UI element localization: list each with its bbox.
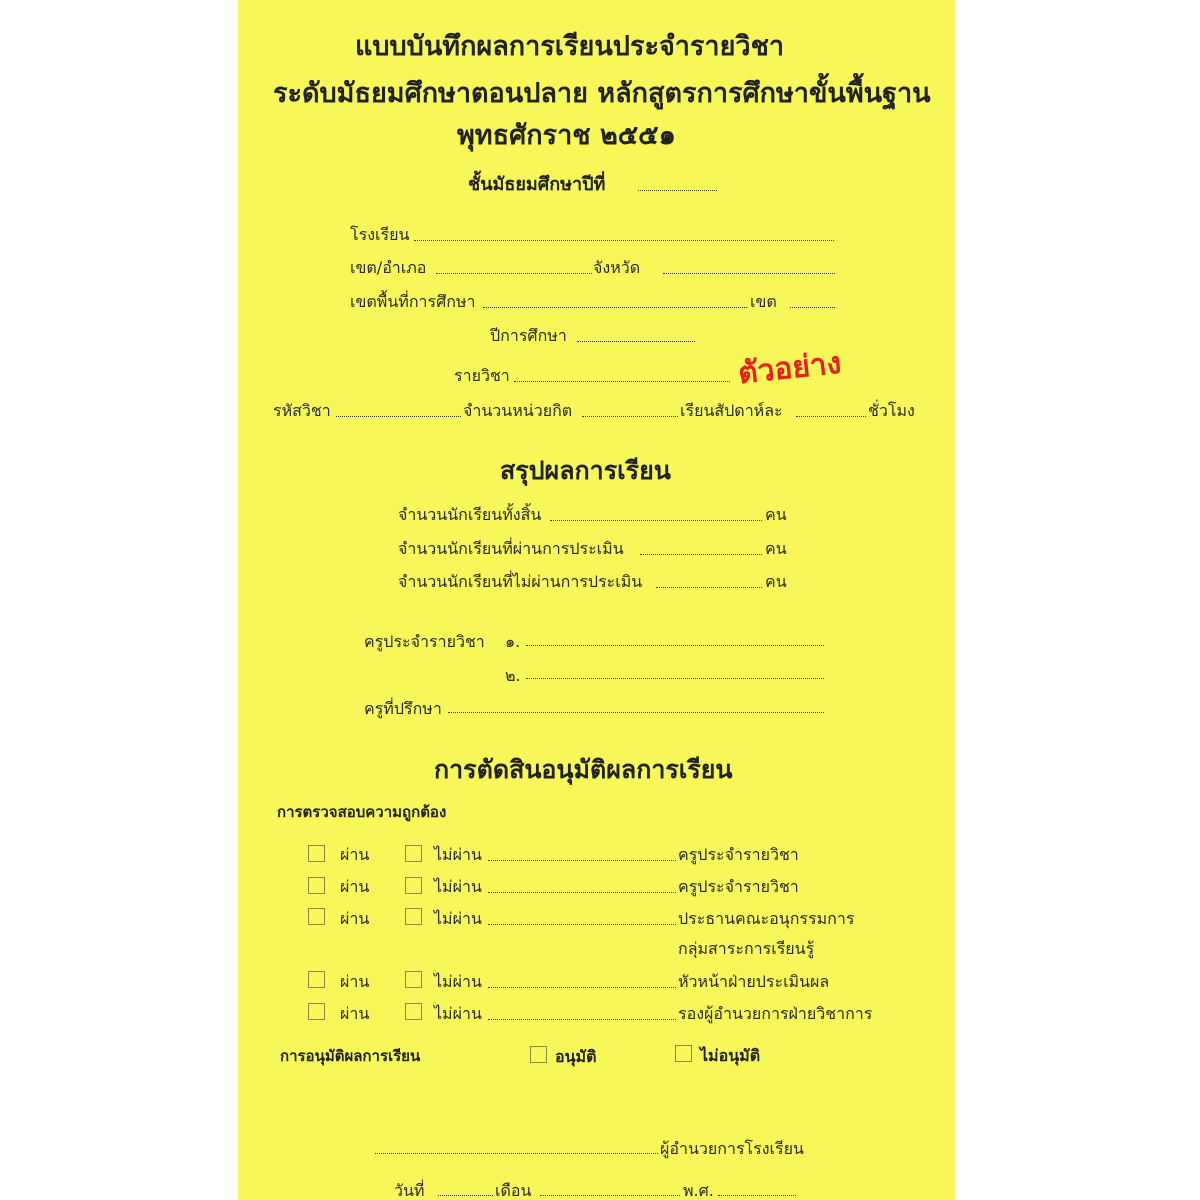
total-students-label: จำนวนนักเรียนทั้งสิ้น [398, 505, 542, 524]
pass-checkbox-3[interactable] [308, 908, 325, 925]
day-field[interactable] [438, 1195, 493, 1196]
total-unit: คน [765, 505, 787, 524]
not-approve-label: ไม่อนุมัติ [700, 1046, 761, 1065]
fail-label-5: ไม่ผ่าน [434, 1004, 482, 1023]
credits-field[interactable] [582, 416, 678, 417]
province-field[interactable] [663, 273, 835, 274]
pass-checkbox-1[interactable] [308, 845, 325, 862]
fail-label-1: ไม่ผ่าน [434, 845, 482, 864]
subject-code-label: รหัสวิชา [273, 401, 331, 420]
role-3-line2: กลุ่มสาระการเรียนรู้ [678, 939, 815, 958]
month-field[interactable] [540, 1195, 680, 1196]
teacher-2-field[interactable] [526, 678, 824, 679]
sample-stamp: ตัวอย่าง [736, 345, 843, 392]
fail-checkbox-4[interactable] [405, 971, 422, 988]
approval-result-label: การอนุมัติผลการเรียน [280, 1047, 421, 1065]
weekly-label: เรียนสัปดาห์ละ [680, 401, 783, 420]
role-1: ครูประจำรายวิชา [678, 845, 799, 864]
academic-year-label: ปีการศึกษา [490, 326, 567, 345]
fail-label-2: ไม่ผ่าน [434, 877, 482, 896]
year-label: พ.ศ. [683, 1181, 714, 1200]
signature-field-1[interactable] [488, 860, 676, 861]
teacher-number-1: ๑. [505, 632, 521, 651]
pass-label-1: ผ่าน [340, 845, 370, 864]
role-4: หัวหน้าฝ่ายประเมินผล [678, 972, 830, 991]
passed-students-label: จำนวนนักเรียนที่ผ่านการประเมิน [398, 539, 624, 558]
subject-code-field[interactable] [336, 416, 461, 417]
subject-label: รายวิชา [454, 366, 510, 385]
pass-checkbox-2[interactable] [308, 877, 325, 894]
day-label: วันที่ [394, 1181, 425, 1200]
signature-field-2[interactable] [488, 892, 676, 893]
province-label: จังหวัด [593, 258, 641, 277]
pass-checkbox-4[interactable] [308, 971, 325, 988]
failed-unit: คน [765, 572, 787, 591]
zone-field[interactable] [790, 307, 835, 308]
district-field[interactable] [436, 273, 592, 274]
fail-checkbox-1[interactable] [405, 845, 422, 862]
approve-label: อนุมัติ [555, 1047, 597, 1066]
fail-label-3: ไม่ผ่าน [434, 909, 482, 928]
signature-field-4[interactable] [488, 987, 676, 988]
weekly-field[interactable] [796, 416, 866, 417]
year-field[interactable] [718, 1195, 796, 1196]
passed-students-field[interactable] [640, 554, 762, 555]
signature-field-5[interactable] [488, 1019, 676, 1020]
pass-checkbox-5[interactable] [308, 1003, 325, 1020]
passed-unit: คน [765, 539, 787, 558]
pass-label-3: ผ่าน [340, 909, 370, 928]
fail-checkbox-3[interactable] [405, 908, 422, 925]
role-5: รองผู้อำนวยการฝ่ายวิชาการ [678, 1004, 873, 1023]
edu-area-field[interactable] [483, 307, 747, 308]
pass-label-5: ผ่าน [340, 1004, 370, 1023]
total-students-field[interactable] [550, 520, 762, 521]
form-title-line3: พุทธศักราช ๒๕๕๑ [457, 120, 676, 151]
teacher-1-field[interactable] [526, 645, 824, 646]
teacher-number-2: ๒. [505, 666, 521, 685]
credits-label: จำนวนหน่วยกิต [463, 401, 573, 420]
fail-label-4: ไม่ผ่าน [434, 972, 482, 991]
grade-field[interactable] [638, 190, 717, 191]
subject-field[interactable] [514, 381, 730, 382]
form-title-line1: แบบบันทึกผลการเรียนประจำรายวิชา [355, 31, 785, 62]
hours-label: ชั่วโมง [868, 401, 915, 420]
verify-heading: การตรวจสอบความถูกต้อง [277, 803, 447, 821]
zone-label: เขต [750, 292, 777, 311]
edu-area-label: เขตพื้นที่การศึกษา [350, 292, 476, 311]
advisor-label: ครูที่ปรึกษา [364, 699, 442, 718]
director-label: ผู้อำนวยการโรงเรียน [660, 1139, 804, 1158]
advisor-field[interactable] [448, 712, 824, 713]
pass-label-2: ผ่าน [340, 877, 370, 896]
grade-label: ชั้นมัธยมศึกษาปีที่ [468, 174, 606, 195]
summary-heading: สรุปผลการเรียน [500, 456, 671, 485]
role-2: ครูประจำรายวิชา [678, 877, 799, 896]
fail-checkbox-5[interactable] [405, 1003, 422, 1020]
approval-heading: การตัดสินอนุมัติผลการเรียน [434, 755, 733, 784]
not-approve-checkbox[interactable] [675, 1045, 692, 1062]
form-title-line2: ระดับมัธยมศึกษาตอนปลาย หลักสูตรการศึกษาขั้นพื้นฐาน [273, 78, 931, 109]
failed-students-field[interactable] [656, 587, 762, 588]
subject-teacher-label: ครูประจำรายวิชา [364, 632, 485, 651]
role-3: ประธานคณะอนุกรรมการ [678, 909, 855, 928]
academic-year-field[interactable] [577, 341, 695, 342]
school-field[interactable] [414, 240, 834, 241]
approve-checkbox[interactable] [530, 1046, 547, 1063]
director-signature-field[interactable] [375, 1153, 658, 1154]
signature-field-3[interactable] [488, 924, 676, 925]
pass-label-4: ผ่าน [340, 972, 370, 991]
district-label: เขต/อำเภอ [350, 258, 427, 277]
failed-students-label: จำนวนนักเรียนที่ไม่ผ่านการประเมิน [398, 572, 643, 591]
school-label: โรงเรียน [350, 225, 410, 244]
month-label: เดือน [495, 1181, 532, 1200]
fail-checkbox-2[interactable] [405, 877, 422, 894]
